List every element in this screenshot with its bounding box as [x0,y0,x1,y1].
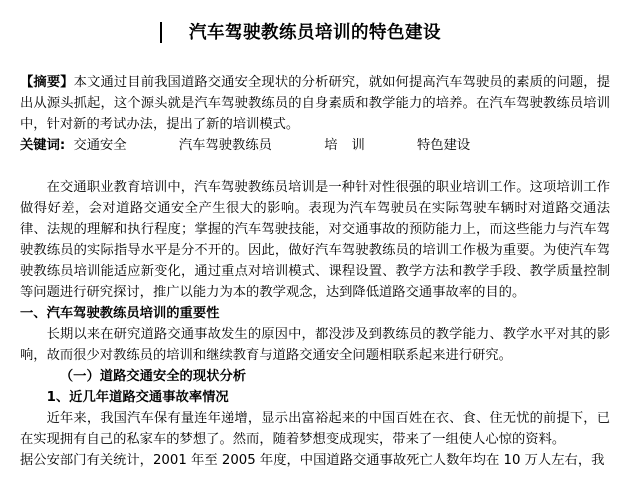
body-paragraph-continued: 据公安部门有关统计，2001 年至 2005 年度，中国道路交通事故死亡人数年均在 10 万人左右，我 [20,453,605,468]
subsubsection-heading: 1、近几年道路交通事故率情况 [46,390,229,405]
keywords-label: 关键词: [20,138,66,153]
body-paragraph: 近年来，我国汽车保有量连年递增，显示出富裕起来的中国百姓在衣、食、住无忧的前提下，已在实现拥有自己的私家车的梦想了。然而，随着梦想变成现实，带来了一组使人心惊的资料。 [20,411,610,447]
keywords-line [20,135,610,156]
section-heading: 一、汽车驾驶教练员培训的重要性 [20,306,220,321]
section-paragraph: 长期以来在研究道路交通事故发生的原因中，都没涉及到教练员的教学能力、教学水平对其的影响，故而很少对教练员的培训和继续教育与道路交通安全问题相联系起来进行研究。 [20,327,610,363]
document-title: 汽车驾驶教练员培训的特色建设 [189,23,441,43]
intro-paragraph: 在交通职业教育培训中，汽车驾驶教练员培训是一种针对性很强的职业培训工作。这项培训工作做得好差，会对道路交通安全产生很大的影响。表现为汽车驾驶员在实际驾驶车辆时对道路交通法律、法规的理解和执行程度；掌握的汽车驾驶技能，对交通事故的预防能力上，而这些能力与汽车驾驶教练员的实际指导水平是分不开的。因此，做好汽车驾驶教练员的培训工作极为重要。为使汽车驾驶教练员培训能适应新变化，通过重点对培训模式、课程设置、教学方法和教学手段、教学质量控制等问题进行研究探讨，推广以能力为本的教学观念，达到降低道路交通事故率的目的。 [20,180,610,300]
abstract-tag: 【摘要】 [20,75,74,90]
keyword-item: 特色建设 [417,138,471,153]
keyword-item: 汽车驾驶教练员 [178,138,272,153]
keyword-item: 培训 [324,138,379,153]
abstract-text: 本文通过目前我国道路交通安全现状的分析研究，就如何提高汽车驾驶员的素质的问题，提出从源头抓起，这个源头就是汽车驾驶教练员的自身素质和教学能力的培养。在汽车驾驶教练员培训中，针对新的考试办法，提出了新的培训模式。 [20,75,611,132]
abstract-paragraph [20,72,610,135]
document-page[interactable] [20,20,610,471]
subsection-heading: （一）道路交通安全的现状分析 [59,369,247,384]
keyword-item: 交通安全 [73,138,127,153]
